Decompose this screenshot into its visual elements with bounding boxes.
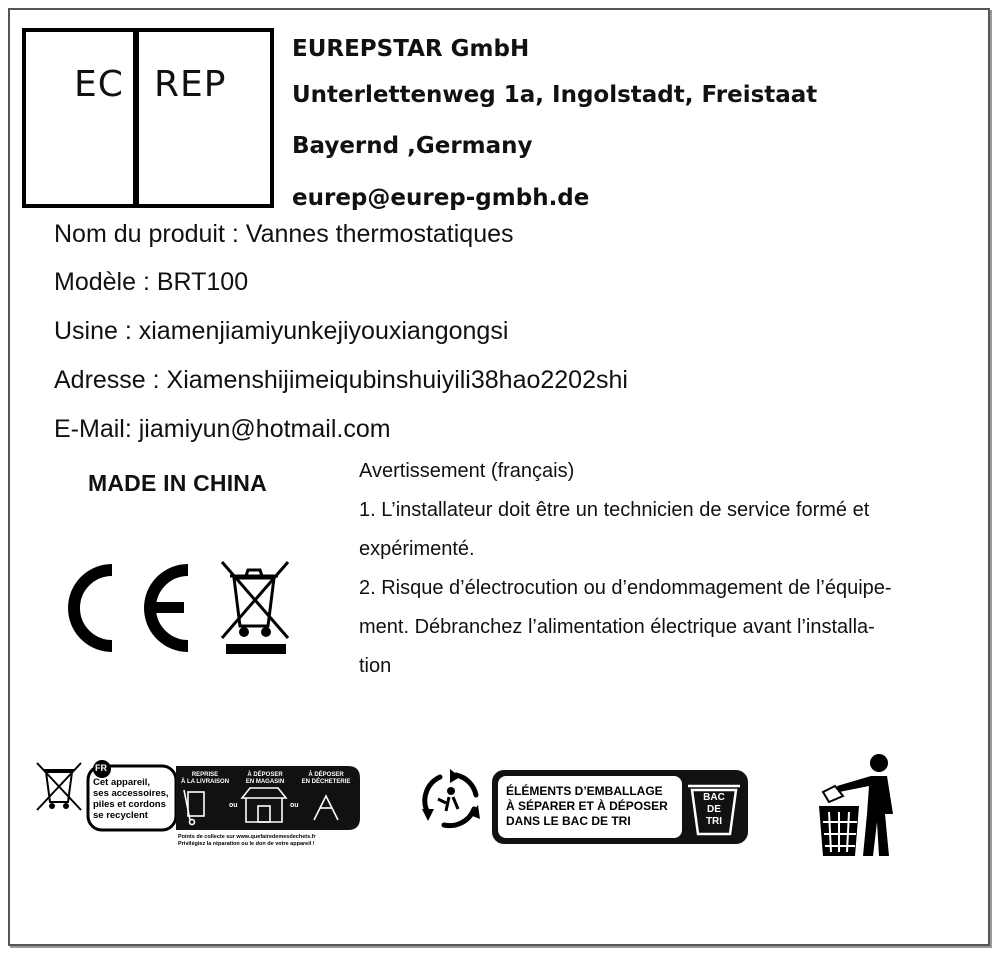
triman-country: FR bbox=[95, 763, 107, 773]
packaging-line-3: DANS LE BAC DE TRI bbox=[506, 814, 631, 828]
crossed-bin-icon bbox=[218, 558, 293, 658]
packaging-line-1: ÉLÉMENTS D’EMBALLAGE bbox=[506, 784, 663, 798]
opt1-line2: À LA LIVRAISON bbox=[180, 779, 230, 785]
ec-rep-divider bbox=[133, 32, 139, 204]
triman-card bbox=[86, 760, 362, 854]
bac-line-1: BAC bbox=[703, 792, 725, 803]
warning-line-4: ment. Débranchez l’alimentation électrique avant l’installa- bbox=[359, 616, 875, 638]
warning-line-5: tion bbox=[359, 655, 392, 677]
product-name: Nom du produit : Vannes thermostatiques bbox=[54, 220, 514, 248]
packaging-banner bbox=[490, 768, 750, 846]
opt3-line1: À DÉPOSER bbox=[308, 772, 344, 778]
rep-address-line2: Bayernd ,Germany bbox=[292, 133, 533, 159]
ce-mark-icon bbox=[48, 560, 198, 655]
warning-block bbox=[359, 452, 959, 686]
opt2-line2: EN MAGASIN bbox=[245, 779, 285, 785]
warning-line-1: 1. L’installateur doit être un technicien de service formé et bbox=[359, 499, 870, 521]
opt3-line2: EN DÉCHETERIE bbox=[301, 779, 351, 785]
warning-line-3: 2. Risque d’électrocution ou d’endommagement de l’équipe- bbox=[359, 577, 892, 599]
product-factory: Usine : xiamenjiamiyunkejiyouxiangongsi bbox=[54, 317, 509, 345]
made-in-china: MADE IN CHINA bbox=[88, 470, 267, 496]
rep-email: eurep@eurep-gmbh.de bbox=[292, 185, 590, 211]
triman-text-2: ses accessoires, bbox=[93, 788, 169, 799]
opt2-line1: À DÉPOSER bbox=[247, 772, 283, 778]
product-email: E-Mail: jiamiyun@hotmail.com bbox=[54, 415, 391, 443]
tidy-man-icon bbox=[815, 752, 905, 860]
bac-line-3: TRI bbox=[705, 816, 723, 827]
ec-label: EC bbox=[74, 64, 124, 105]
bac-line-2: DE bbox=[707, 804, 721, 815]
packaging-line-2: À SÉPARER ET À DÉPOSER bbox=[506, 799, 668, 813]
triman-footer-1: Points de collecte sur www.quefairedemesdechets.fr bbox=[178, 834, 316, 840]
triman-text-4: se recyclent bbox=[93, 810, 148, 821]
small-crossed-bin-icon bbox=[34, 760, 84, 815]
triman-footer bbox=[178, 834, 316, 848]
rep-company: EUREPSTAR GmbH bbox=[292, 36, 530, 62]
triman-footer-2: Privilégiez la réparation ou le don de votre appareil ! bbox=[178, 841, 315, 847]
triman-or-1: ou bbox=[229, 802, 238, 809]
packaging-text bbox=[506, 784, 668, 829]
triman-text-3: piles et cordons bbox=[93, 799, 166, 810]
triman-or-2: ou bbox=[290, 802, 299, 809]
recycle-arrows-icon bbox=[416, 765, 486, 835]
triman-text-1: Cet appareil, bbox=[93, 777, 151, 788]
bac-de-tri bbox=[698, 792, 730, 828]
ec-rep-symbol bbox=[22, 28, 274, 208]
opt1-line1: REPRISE bbox=[191, 772, 219, 778]
product-model: Modèle : BRT100 bbox=[54, 268, 249, 296]
product-address: Adresse : Xiamenshijimeiqubinshuiyili38hao2202shi bbox=[54, 366, 628, 394]
warning-line-2: expérimenté. bbox=[359, 538, 475, 560]
rep-address-line1: Unterlettenweg 1a, Ingolstadt, Freistaat bbox=[292, 82, 818, 108]
rep-label: REP bbox=[154, 64, 227, 105]
warning-title: Avertissement (français) bbox=[359, 460, 575, 482]
